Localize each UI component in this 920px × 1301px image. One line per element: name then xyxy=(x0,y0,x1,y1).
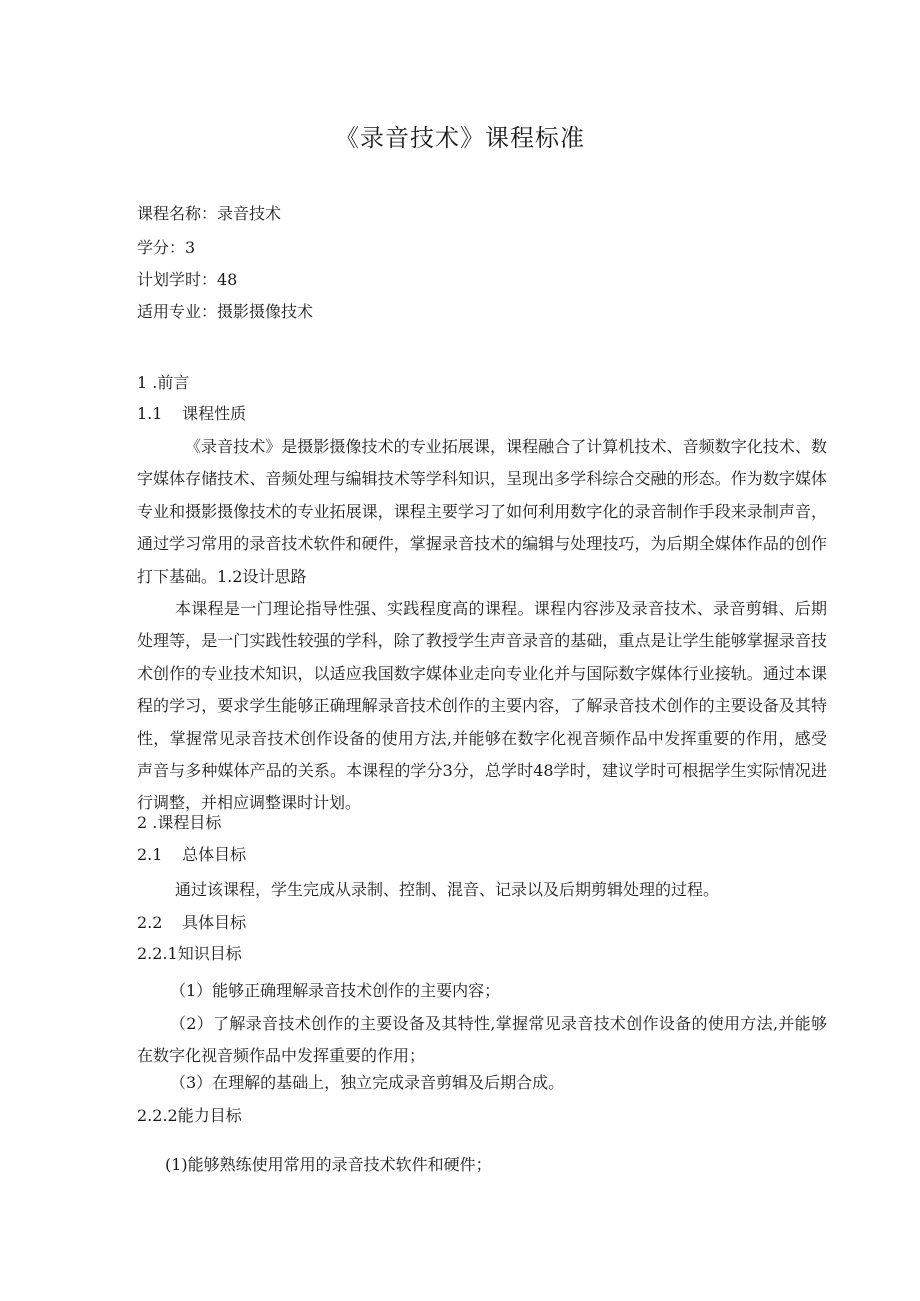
ability-goal-1: (1)能够熟练使用常用的录音技术软件和硬件； xyxy=(165,1155,492,1174)
section-2-heading: 2 .课程目标 xyxy=(137,813,222,832)
section-number: 1.1 xyxy=(137,404,163,423)
section-title: 总体目标 xyxy=(182,845,247,864)
section-title: 课程性质 xyxy=(182,404,247,423)
section-2-1-heading xyxy=(137,845,246,865)
course-name: 课程名称：录音技术 xyxy=(137,204,282,223)
section-number: 2.1 xyxy=(137,845,163,864)
section-1-1-paragraph: 《录音技术》是摄影摄像技术的专业拓展课，课程融合了计算机技术、音频数字化技术、数字媒体存储技术、音频处理与编辑技术等学科知识，呈现出多学科综合交融的形态。作为数字媒体专业和摄影摄像技术的专业拓展课，课程主要学习了如何利用数字化的录音制作手段来录制声音，通过学习常用的录音技术软件和硬件，掌握录音技术的编辑与处理技巧，为后期全媒体作品的创作打下基础。1.2设计思路 xyxy=(137,437,827,586)
section-title: 具体目标 xyxy=(182,913,247,932)
course-hours: 计划学时：48 xyxy=(137,270,238,289)
section-number: 2.2 xyxy=(137,913,163,932)
section-2-1-paragraph: 通过该课程，学生完成从录制、控制、混音、记录以及后期剪辑处理的过程。 xyxy=(175,880,720,899)
section-1-1-heading xyxy=(137,404,246,424)
course-major: 适用专业：摄影摄像技术 xyxy=(137,302,314,321)
section-2-2-2-heading: 2.2.2能力目标 xyxy=(137,1106,242,1125)
section-1-heading: 1 .前言 xyxy=(137,373,190,392)
section-1-2-paragraph: 本课程是一门理论指导性强、实践程度高的课程。课程内容涉及录音技术、录音剪辑、后期处理等，是一门实践性较强的学科，除了教授学生声音录音的基础，重点是让学生能够掌握录音技术创作的专业技术知识，以适应我国数字媒体业走向专业化并与国际数字媒体行业接轨。通过本课程的学习，要求学生能够正确理解录音技术创作的主要内容，了解录音技术创作的主要设备及其特性，掌握常见录音技术创作设备的使用方法,并能够在数字化视音频作品中发挥重要的作用，感受声音与多种媒体产品的关系。本课程的学分3分，总学时48学时，建议学时可根据学生实际情况进行调整，并相应调整课时计划。 xyxy=(137,599,827,813)
section-2-2-heading xyxy=(137,913,246,933)
section-2-2-1-heading: 2.2.1知识目标 xyxy=(137,944,242,963)
knowledge-goal-3: （3）在理解的基础上，独立完成录音剪辑及后期合成。 xyxy=(170,1073,565,1092)
knowledge-goal-1: （1）能够正确理解录音技术创作的主要内容； xyxy=(170,981,501,1000)
course-credits: 学分：3 xyxy=(137,238,196,257)
page-title: 《录音技术》课程标准 xyxy=(335,124,585,152)
knowledge-goal-2: （2）了解录音技术创作的主要设备及其特性,掌握常见录音技术创作设备的使用方法,并能够在数字化视音频作品中发挥重要的作用； xyxy=(137,1014,827,1066)
